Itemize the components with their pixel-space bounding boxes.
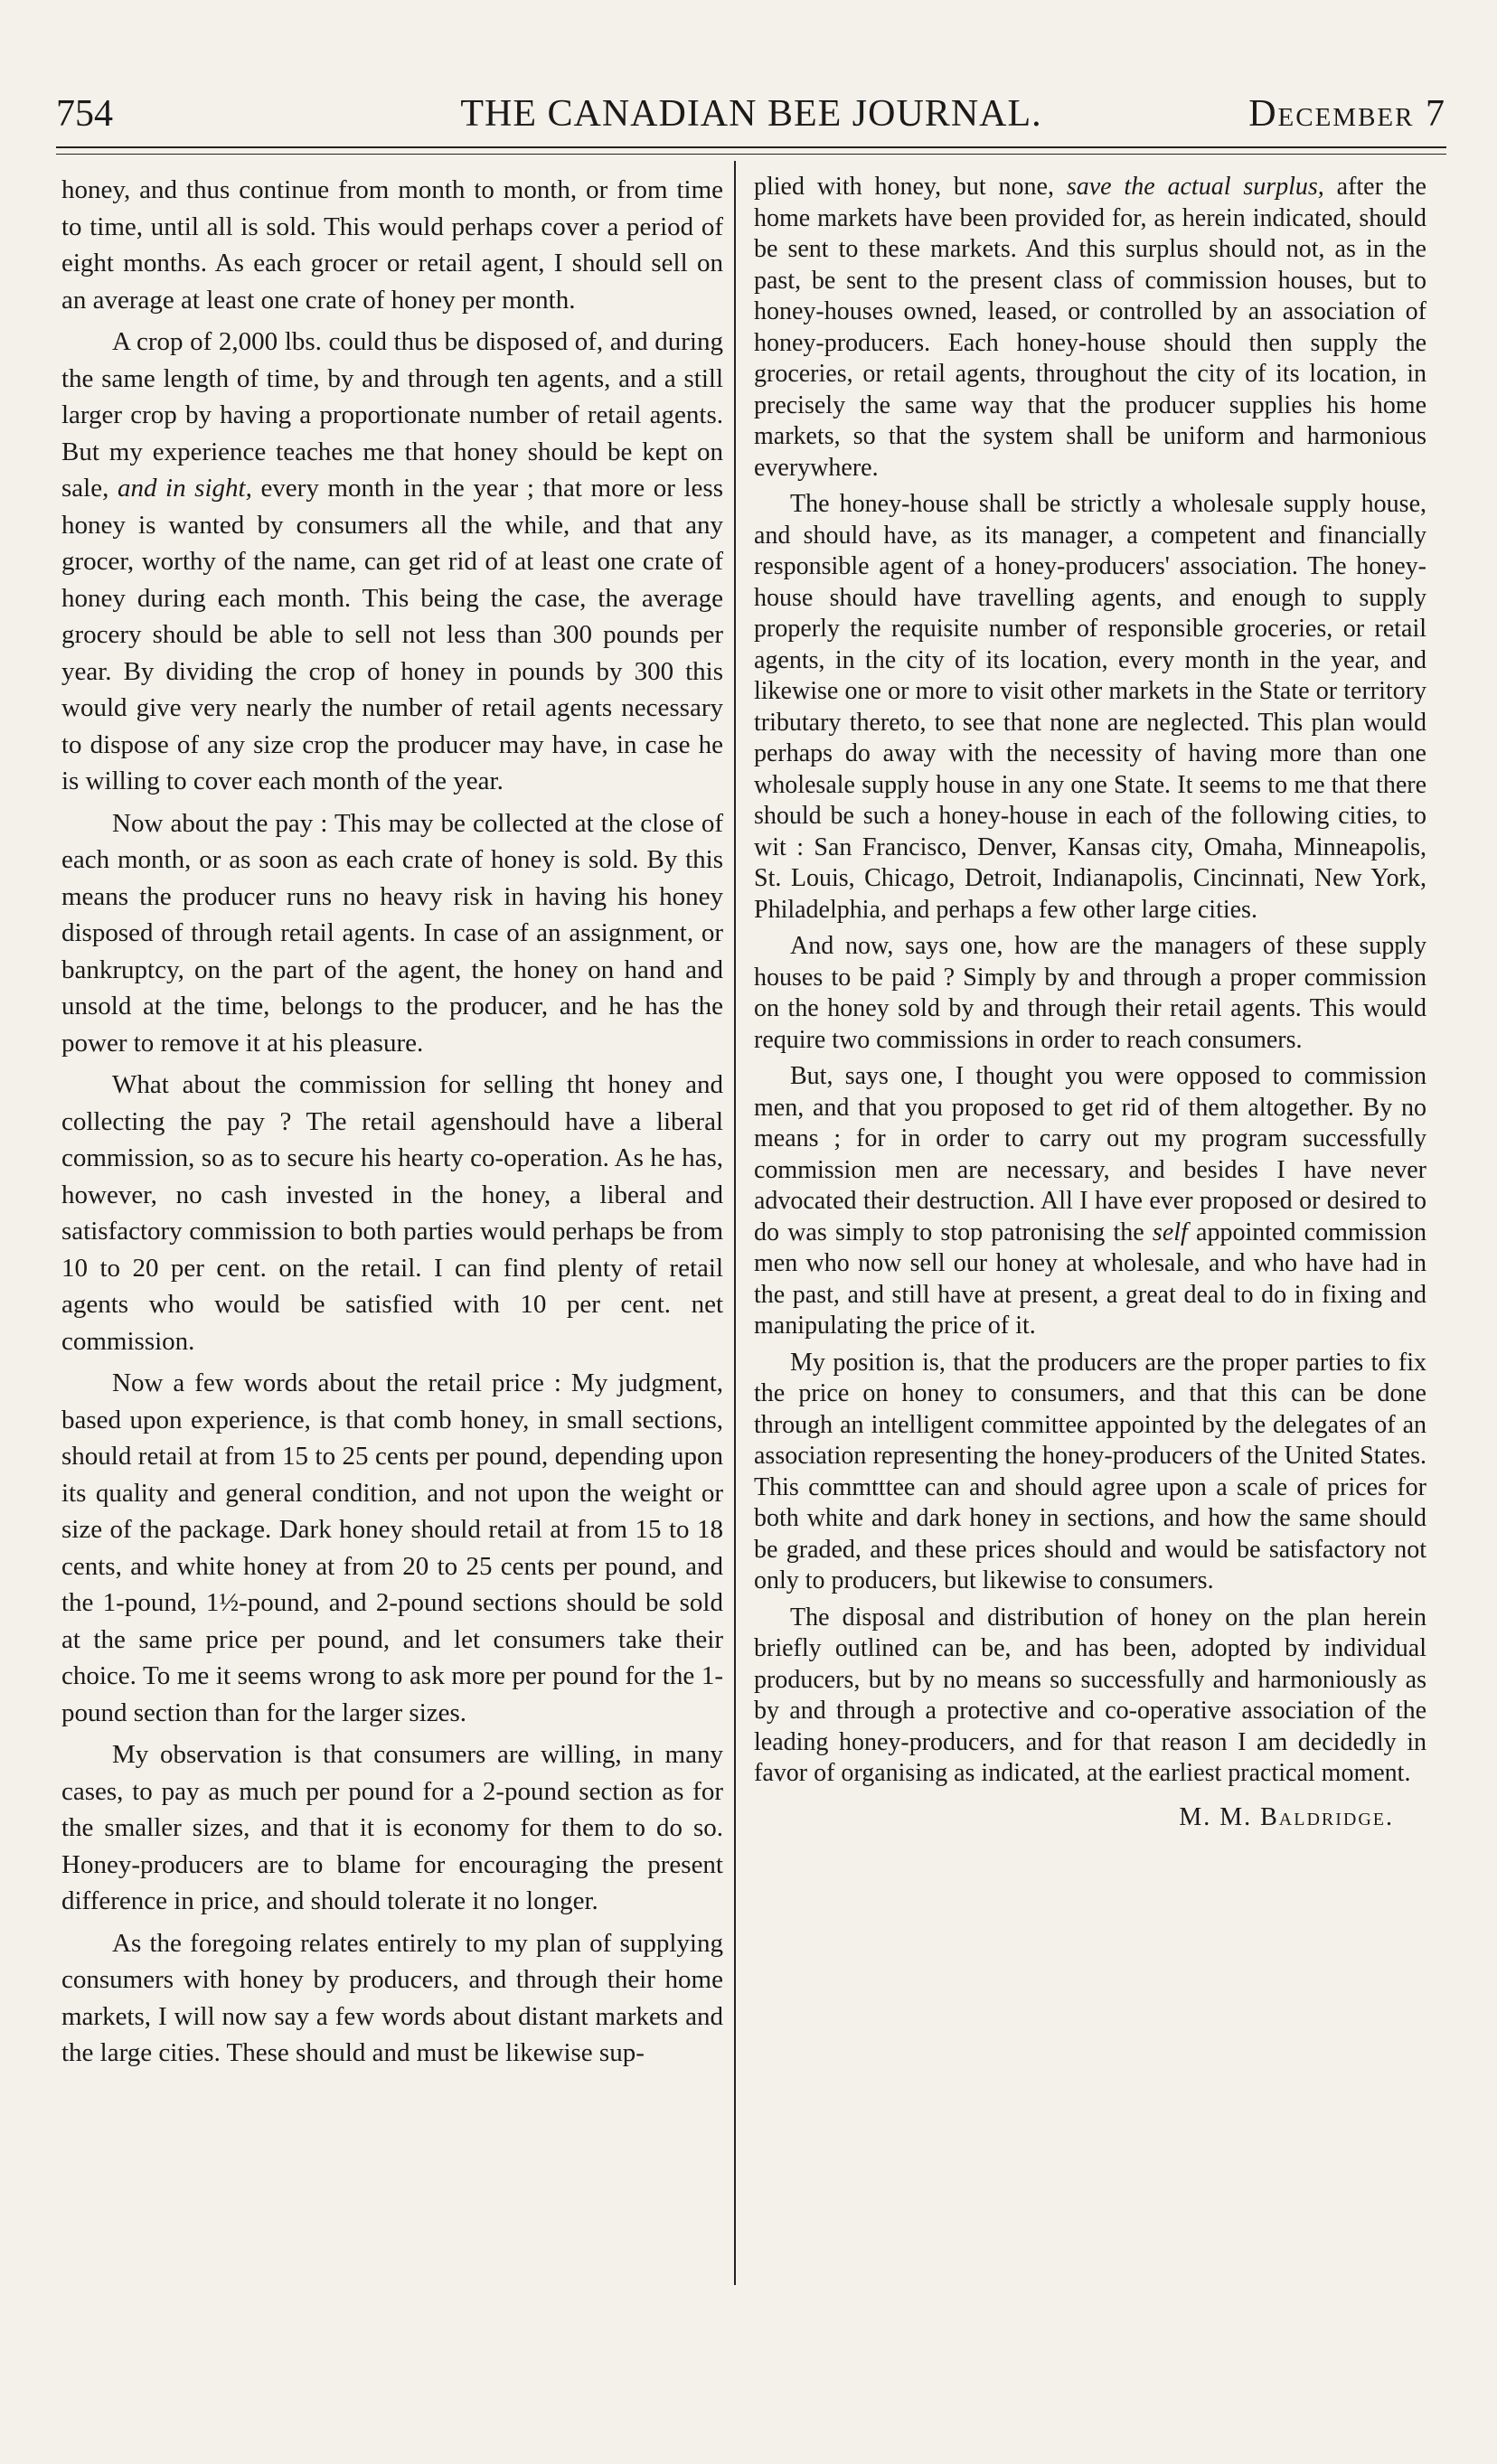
paragraph: The honey-house shall be strictly a wholesale supply house, and should have, as its manager, a competent and financially responsible agent of a honey-producers' association. The honey-house should have travelling agents, and enough to supply properly the requisite number of responsible groceries, or retail agents, in the city of its location, every month in the year, and likewise one or more to visit other markets in the State or territory tributary thereto, to see that none are neglected. This plan would perhaps do away with the necessity of having more than one wholesale supply house in any one State. It seems to me that there should be such a honey-house in each of the following cities, to wit : San Francisco, Denver, Kansas city, Omaha, Minneapolis, St. Louis, Chicago, Detroit, Indianapolis, Cincinnati, New York, Philadelphia, and perhaps a few other large cities. (754, 490, 1426, 924)
text-run: every month in the year ; that more or less honey is wanted by consumers all the while, and that any grocer, worthy of the name, can get rid of at least one crate of honey during each month. This being the case, the average grocery should be able to sell not less than 300 pounds per year. By dividing the crop of honey in pounds by 300 this would give very nearly the number of retail agents necessary to dispose of any size crop the producer may have, in case he is willing to cover each month of the year. (61, 474, 723, 795)
paragraph (61, 324, 723, 800)
issue-date: December 7 (1248, 93, 1446, 135)
header-rule-thin (56, 154, 1446, 155)
text-run: A crop of 2,000 lbs. could thus be disposed of, and during the same length of time, by and through ten agents, and a still larger crop by having a proportionate number of retail agents. But my experience teaches me that honey should be kept on sale, (61, 327, 723, 503)
paragraph: The disposal and distribution of honey on the plan herein briefly outlined can be, and has been, adopted by individual producers, but by no means so successfully and harmoniously as by and through a protective and co-operative association of the leading honey-producers, and for that reason I am decidedly in favor of organising as indicated, at the earliest practical moment. (754, 1603, 1426, 1787)
paragraph (754, 172, 1426, 484)
paragraph: My position is, that the producers are the proper parties to fix the price on honey to consumers, and that this can be done through an intelligent committee appointed by the delegates of an association representing the honey-producers of the United States. This commtttee can and should agree upon a scale of prices for both white and dark honey in sections, and how the same should be graded, and these prices should and would be satisfactory not only to producers, but likewise to consumers. (754, 1348, 1426, 1594)
column-divider (734, 161, 736, 2285)
left-column (61, 172, 723, 2077)
paragraph (754, 1061, 1426, 1342)
italic-text: self (1152, 1218, 1188, 1246)
text-run: But, says one, I thought you were opposed to commission men, and that you proposed to get rid of them altogether. By no means ; for in order to carry out my program successfully commission men are necessary, and besides I have never advocated their destruction. All I have ever proposed or desired to do was simply to stop patronising the (754, 1062, 1426, 1246)
paragraph: Now a few words about the retail price : My judgment, based upon experience, is that comb honey, in small sections, should retail at from 15 to 25 cents per pound, depending upon its quality and general condition, and not upon the weight or size of the package. Dark honey should retail at from 15 to 18 cents, and white honey at from 20 to 25 cents per pound, and the 1-pound, 1½-pound, and 2-pound sections should be sold at the same price per pound, and let consumers take their choice. To me it seems wrong to ask more per pound for the 1-pound section than for the larger sizes. (61, 1368, 723, 1727)
page-number: 754 (56, 93, 113, 135)
text-run: plied with honey, but none, (754, 173, 1067, 201)
italic-text: and in sight, (117, 474, 252, 503)
paragraph: As the foregoing relates entirely to my plan of supplying consumers with honey by producers, and through their home markets, I will now say a few words about distant markets and the large cities. These should and must be likewise sup- (61, 1928, 723, 2067)
text-run: appointed commission men who now sell our honey at wholesale, and who have had in the past, and still have at present, a great deal to do in fixing and manipulating the price of it. (754, 1218, 1426, 1340)
paragraph: What about the commission for selling tht honey and collecting the pay ? The retail agenshould have a liberal commission, so as to secure his hearty co-operation. As he has, however, no cash invested in the honey, a liberal and satisfactory commission to both parties would perhaps be from 10 to 20 per cent. on the retail. I can find plenty of retail agents who would be satisfied with 10 per cent. net commission. (61, 1070, 723, 1356)
paragraph: Now about the pay : This may be collected at the close of each month, or as soon as each crate of honey is sold. By this means the producer runs no heavy risk in having his honey disposed of through retail agents. In case of an assignment, or bankruptcy, on the part of the agent, the honey on hand and unsold at the time, belongs to the producer, and he has the power to remove it at his pleasure. (61, 808, 723, 1058)
journal-title: THE CANADIAN BEE JOURNAL. (460, 93, 1042, 135)
paragraph: My observation is that consumers are willing, in many cases, to pay as much per pound for a 2-pound section as for the smaller sizes, and that it is economy for them to do so. Honey-producers are to blame for encouraging the present difference in price, and should tolerate it no longer. (61, 1740, 723, 1915)
paragraph: And now, says one, how are the managers of these supply houses to be paid ? Simply by and through a proper commission on the honey sold by and through their retail agents. This would require two commissions in order to reach consumers. (754, 932, 1426, 1054)
right-column (754, 172, 1426, 1839)
italic-text: save the actual surplus, (1066, 173, 1324, 201)
text-run: after the home markets have been provided for, as herein indicated, should be sent to these markets. And this surplus should not, as in the past, be sent to the present class of commission houses, but to honey-houses owned, leased, or controlled by an association of honey-producers. Each honey-house should then supply the groceries, or retail agents, throughout the city of its location, in precisely the same way that the producer supplies his home markets, so that the system shall be uniform and harmonious everywhere. (754, 173, 1426, 482)
author-signature: M. M. Baldridge. (1179, 1802, 1394, 1831)
paragraph: honey, and thus continue from month to month, or from time to time, until all is sold. This would perhaps cover a period of eight months. As each grocer or retail agent, I should sell on an average at least one crate of honey per month. (61, 175, 723, 315)
header-rule-thick (56, 146, 1446, 148)
page-header (56, 87, 1446, 141)
